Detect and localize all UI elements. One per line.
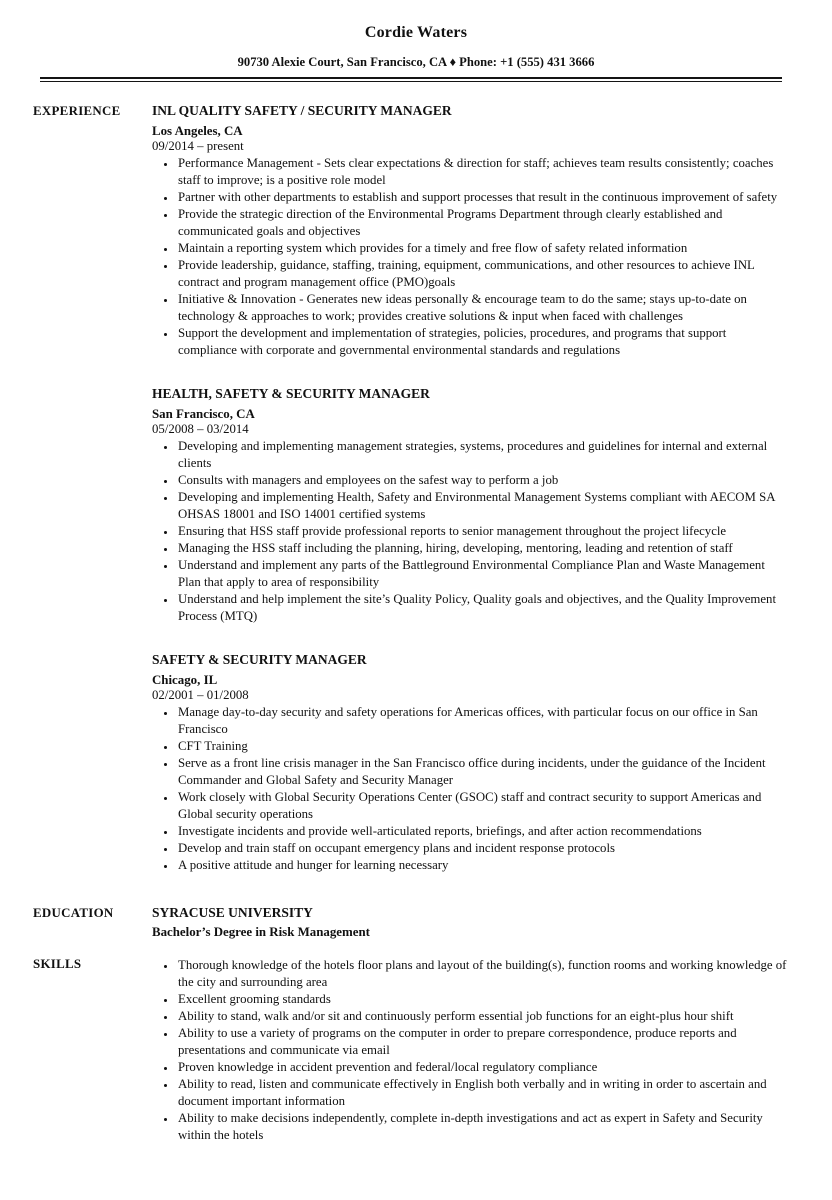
bullet-item: • Serve as a front line crisis manager in the San Francisco office during incidents, under the guidance of the Incident Commander and Global Safety and Security Manager (176, 755, 787, 789)
section-label-skills: SKILLS (33, 957, 82, 971)
contact-line: 90730 Alexie Court, San Francisco, CA ♦ Phone: +1 (555) 431 3666 (237, 55, 595, 69)
bullet-item: • Investigate incidents and provide well-articulated reports, briefings, and after action recommendations (176, 823, 787, 840)
bullet-item: • Performance Management - Sets clear expectations & direction for staff; achieves team results consistently; coaches staff to improve; is a positive role model (176, 155, 787, 189)
bullet-item: • Ability to use a variety of programs on the computer in order to prepare correspondence, produce reports and presentations and communicate via email (176, 1025, 787, 1059)
bullet-item: • Ability to stand, walk and/or sit and continuously perform essential job functions for an eight-plus hour shift (176, 1008, 787, 1025)
bullet-item: • Ability to read, listen and communicate effectively in English both verbally and in writing in order to ascertain and document important information (176, 1076, 787, 1110)
bullet-item: • Developing and implementing Health, Safety and Environmental Management Systems compliant with AECOM SA OHSAS 18001 and ISO 14001 certified systems (176, 489, 787, 523)
job-bullet-list (152, 438, 787, 625)
section-education (33, 904, 787, 940)
bullet-item: • Manage day-to-day security and safety operations for Americas offices, with particular focus on our office in San Francisco (176, 704, 787, 738)
job-entry (152, 385, 787, 625)
bullet-item: • Work closely with Global Security Operations Center (GSOC) staff and contract security to support Americas and Global security operations (176, 789, 787, 823)
experience-content (152, 102, 787, 874)
degree: Bachelor’s Degree in Risk Management (152, 925, 370, 939)
bullet-item: • Develop and train staff on occupant emergency plans and incident response protocols (176, 840, 787, 857)
job-bullet-list (152, 155, 787, 359)
resume-name: Cordie Waters (364, 24, 468, 41)
bullet-item: • Provide leadership, guidance, staffing, training, equipment, communications, and other resources to achieve INL contract and program management office (PMO)goals (176, 257, 787, 291)
job-location: Chicago, IL (152, 673, 218, 687)
header-divider (40, 77, 782, 82)
section-label-experience: EXPERIENCE (33, 104, 121, 118)
bullet-item: • Developing and implementing management strategies, systems, procedures and guidelines for internal and external clients (176, 438, 787, 472)
bullet-item: • Provide the strategic direction of the Environmental Programs Department through clearly established and communicated goals and objectives (176, 206, 787, 240)
bullet-item: • Thorough knowledge of the hotels floor plans and layout of the building(s), function rooms and working knowledge of the city and surrounding area (176, 957, 787, 991)
job-dates: 02/2001 – 01/2008 (152, 688, 249, 702)
job-title: HEALTH, SAFETY & SECURITY MANAGER (152, 386, 430, 401)
bullet-item: • Support the development and implementation of strategies, policies, procedures, and programs that support compliance with corporate and governmental environmental standards and regulations (176, 325, 787, 359)
bullet-item: • Managing the HSS staff including the planning, hiring, developing, mentoring, leading and retention of staff (176, 540, 787, 557)
school-name: SYRACUSE UNIVERSITY (152, 905, 313, 920)
bullet-item: • Consults with managers and employees on the safest way to perform a job (176, 472, 787, 489)
skills-content (152, 955, 787, 1144)
job-dates: 05/2008 – 03/2014 (152, 422, 249, 436)
bullet-item: • Proven knowledge in accident prevention and federal/local regulatory compliance (176, 1059, 787, 1076)
job-title: SAFETY & SECURITY MANAGER (152, 652, 367, 667)
job-location: Los Angeles, CA (152, 124, 243, 138)
job-title: INL QUALITY SAFETY / SECURITY MANAGER (152, 103, 452, 118)
bullet-item: • Ability to make decisions independently, complete in-depth investigations and act as expert in Safety and Security within the hotels (176, 1110, 787, 1144)
bullet-item: • A positive attitude and hunger for learning necessary (176, 857, 787, 874)
skills-bullet-list (152, 957, 787, 1144)
bullet-item: • CFT Training (176, 738, 787, 755)
bullet-item: • Understand and help implement the site’s Quality Policy, Quality goals and objectives, and the Quality Improvement Process (MTQ) (176, 591, 787, 625)
resume-body (33, 102, 787, 1144)
job-entry (152, 651, 787, 874)
bullet-item: • Excellent grooming standards (176, 991, 787, 1008)
job-dates: 09/2014 – present (152, 139, 244, 153)
job-location: San Francisco, CA (152, 407, 255, 421)
bullet-item: • Initiative & Innovation - Generates new ideas personally & encourage team to do the same; stays up-to-date on technology & approaches to work; provides creative solutions & input when faced with challenges (176, 291, 787, 325)
resume-header (0, 0, 832, 82)
bullet-item: • Maintain a reporting system which provides for a timely and free flow of safety related information (176, 240, 787, 257)
bullet-item: • Ensuring that HSS staff provide professional reports to senior management throughout the project lifecycle (176, 523, 787, 540)
job-entry (152, 102, 787, 359)
bullet-item: • Understand and implement any parts of the Battleground Environmental Compliance Plan and Waste Management Plan that apply to area of responsibility (176, 557, 787, 591)
education-content (152, 904, 787, 940)
section-skills (33, 955, 787, 1144)
section-experience (33, 102, 787, 874)
job-bullet-list (152, 704, 787, 874)
section-label-education: EDUCATION (33, 906, 114, 920)
bullet-item: • Partner with other departments to establish and support processes that result in the continuous improvement of safety (176, 189, 787, 206)
